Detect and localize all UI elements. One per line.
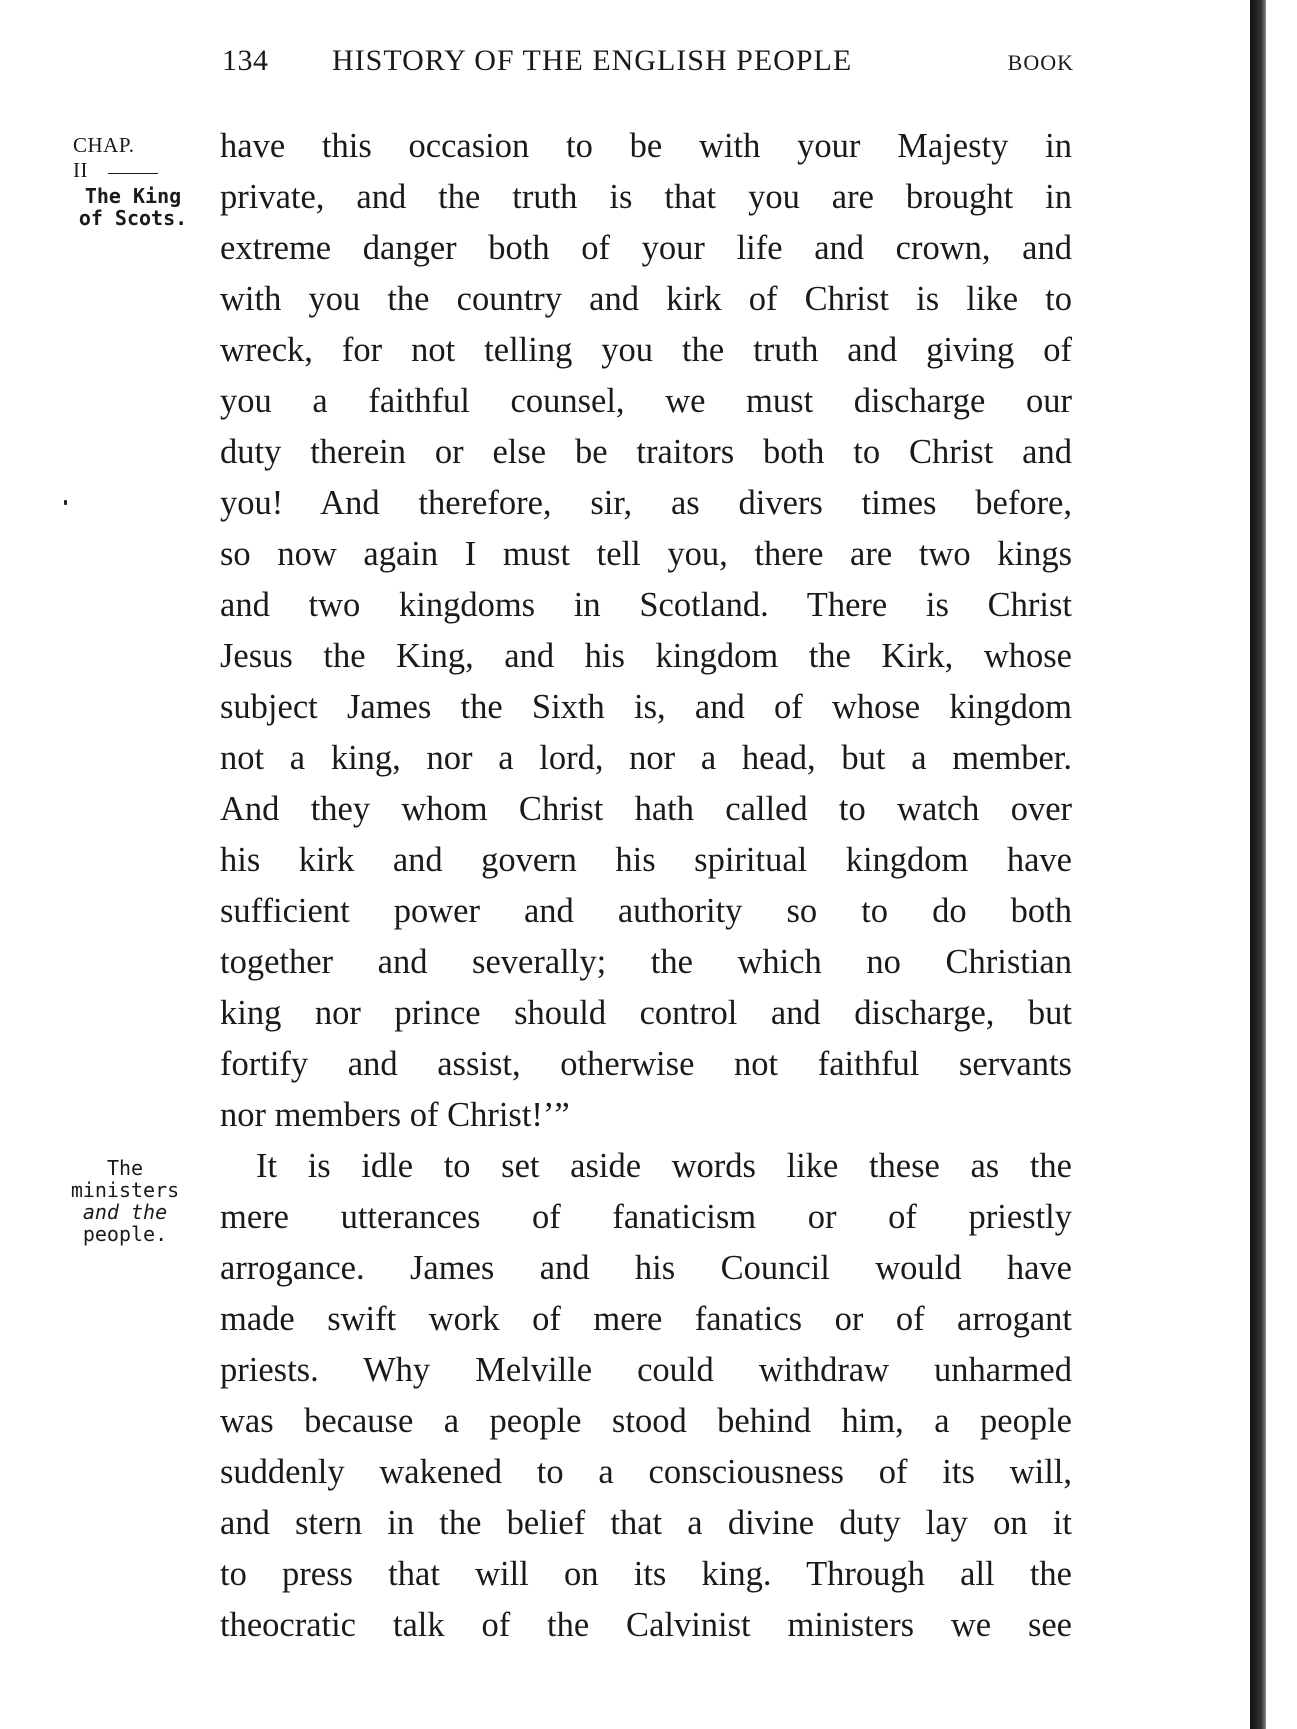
text-line: subject James the Sixth is, and of whose kingdom: [220, 688, 1072, 726]
text-line: And they whom Christ hath called to watch over: [220, 790, 1072, 828]
book-label: BOOK: [1007, 50, 1074, 75]
text-line: suddenly wakened to a consciousness of its will,: [220, 1453, 1072, 1491]
sidenote-line: ministers: [70, 1178, 180, 1202]
page-number: 134: [222, 44, 269, 77]
text-line: made swift work of mere fanatics or of arrogant: [220, 1300, 1072, 1338]
paragraph-ministers: [220, 1141, 1072, 1651]
text-line: with you the country and kirk of Christ is like to: [220, 280, 1072, 318]
text-line: fortify and assist, otherwise not faithful servants: [220, 1045, 1072, 1083]
paragraph-quote: [220, 121, 1072, 1141]
text-line: so now again I must tell you, there are two kings: [220, 535, 1072, 573]
text-line: It is idle to set aside words like these as the: [256, 1147, 1072, 1185]
text-line: mere utterances of fanaticism or of priestly: [220, 1198, 1072, 1236]
text-line: and stern in the belief that a divine duty lay on it: [220, 1504, 1072, 1542]
running-head: [222, 44, 1074, 84]
text-line: extreme danger both of your life and crown, and: [220, 229, 1072, 267]
text-line: arrogance. James and his Council would have: [220, 1249, 1072, 1287]
stray-mark: [64, 500, 67, 505]
text-line: theocratic talk of the Calvinist ministers we see: [220, 1606, 1072, 1644]
text-line: you! And therefore, sir, as divers times before,: [220, 484, 1072, 522]
text-line: sufficient power and authority so to do both: [220, 892, 1072, 930]
text-line: priests. Why Melville could withdraw unharmed: [220, 1351, 1072, 1389]
text-line: his kirk and govern his spiritual kingdom have: [220, 841, 1072, 879]
text-line: nor members of Christ!’”: [220, 1096, 570, 1134]
text-line: not a king, nor a lord, nor a head, but a member.: [220, 739, 1072, 777]
chapter-label: CHAP. II: [73, 133, 135, 182]
sidenote-line: The King: [84, 184, 182, 208]
body-text: [220, 121, 1072, 1651]
text-line: duty therein or else be traitors both to Christ and: [220, 433, 1072, 471]
text-line: wreck, for not telling you the truth and giving of: [220, 331, 1072, 369]
sidenote-ministers-and-people: [45, 1157, 205, 1245]
text-line: Jesus the King, and his kingdom the Kirk, whose: [220, 637, 1072, 675]
text-line: you a faithful counsel, we must discharge our: [220, 382, 1072, 420]
text-line: and two kingdoms in Scotland. There is Christ: [220, 586, 1072, 624]
sidenote-line: and the: [82, 1200, 168, 1224]
text-line: king nor prince should control and discharge, but: [220, 994, 1072, 1032]
sidenote-line: of Scots.: [78, 206, 188, 230]
running-title: HISTORY OF THE ENGLISH PEOPLE: [332, 44, 853, 77]
text-line: private, and the truth is that you are brought in: [220, 178, 1072, 216]
text-line: have this occasion to be with your Majesty in: [220, 127, 1072, 165]
text-line: was because a people stood behind him, a people: [220, 1402, 1072, 1440]
sidenote-king-of-scots: [53, 185, 213, 229]
chapter-rule: [108, 173, 158, 174]
scanned-page-edge: [1250, 0, 1266, 1729]
sidenote-line: people.: [82, 1222, 168, 1246]
sidenote-line: The: [106, 1156, 144, 1180]
text-line: together and severally; the which no Christian: [220, 943, 1072, 981]
text-line: to press that will on its king. Through all the: [220, 1555, 1072, 1593]
